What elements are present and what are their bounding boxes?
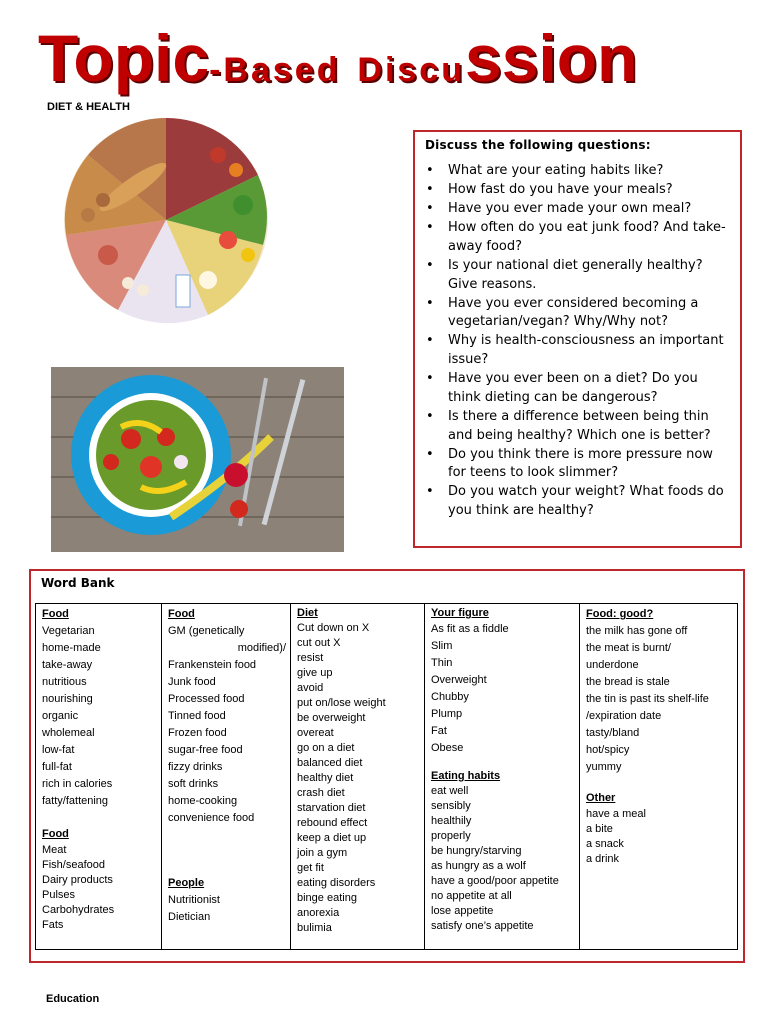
word-item: properly bbox=[431, 830, 471, 842]
word-item: give up bbox=[297, 667, 333, 679]
word-bank-column-food-2 bbox=[162, 604, 291, 949]
word-item: a snack bbox=[586, 838, 624, 850]
word-item: starvation diet bbox=[297, 802, 366, 814]
question-item: • How fast do you have your meals? bbox=[425, 181, 732, 200]
title-part: -Based bbox=[209, 51, 341, 89]
word-item: bulimia bbox=[297, 922, 332, 934]
word-item: home-cooking bbox=[168, 795, 238, 807]
column-heading: Food: good? bbox=[586, 608, 654, 620]
word-bank-column-diet bbox=[291, 604, 425, 949]
question-item: • Why is health-consciousness an important issue? bbox=[425, 332, 732, 370]
word-item: soft drinks bbox=[168, 778, 219, 790]
word-item: Frozen food bbox=[168, 727, 227, 739]
word-bank-box bbox=[29, 569, 745, 963]
word-item: the meat is burnt/ bbox=[586, 642, 671, 654]
word-item: the milk has gone off bbox=[586, 625, 688, 637]
question-item: • How often do you eat junk food? And take-away food? bbox=[425, 219, 732, 257]
question-item: • Do you think there is more pressure now for teens to look slimmer? bbox=[425, 446, 732, 484]
word-item: keep a diet up bbox=[297, 832, 367, 844]
word-item: fizzy drinks bbox=[168, 761, 223, 773]
word-item: Cut down on X bbox=[297, 622, 370, 634]
word-item: Processed food bbox=[168, 693, 245, 705]
word-item: sensibly bbox=[431, 800, 471, 812]
word-item: healthy diet bbox=[297, 772, 354, 784]
word-item: a bite bbox=[586, 823, 613, 835]
word-item: organic bbox=[42, 710, 79, 722]
word-item: avoid bbox=[297, 682, 324, 694]
word-item: have a good/poor appetite bbox=[431, 875, 559, 887]
word-item: join a gym bbox=[297, 847, 348, 859]
word-item: nutritious bbox=[42, 676, 87, 688]
title-part bbox=[345, 51, 357, 89]
word-item: Fat bbox=[431, 725, 447, 737]
word-bank-column-food-good bbox=[580, 604, 737, 949]
word-item: /expiration date bbox=[586, 710, 662, 722]
word-item: Dietician bbox=[168, 911, 211, 923]
word-item: full-fat bbox=[42, 761, 72, 773]
title-part: Topic bbox=[38, 21, 210, 95]
word-item: be hungry/starving bbox=[431, 845, 522, 857]
word-item: As fit as a fiddle bbox=[431, 623, 509, 635]
word-bank-table bbox=[35, 603, 738, 950]
word-item: cut out X bbox=[297, 637, 341, 649]
word-item: be overweight bbox=[297, 712, 366, 724]
word-item: binge eating bbox=[297, 892, 357, 904]
word-item: the tin is past its shelf-life bbox=[586, 693, 709, 705]
word-item: satisfy one’s appetite bbox=[431, 920, 534, 932]
word-item: yummy bbox=[586, 761, 622, 773]
word-item: anorexia bbox=[297, 907, 340, 919]
word-item: go on a diet bbox=[297, 742, 355, 754]
word-item: Vegetarian bbox=[42, 625, 95, 637]
word-item: Slim bbox=[431, 640, 453, 652]
word-item: as hungry as a wolf bbox=[431, 860, 526, 872]
title-part: D bbox=[357, 51, 385, 89]
column-heading: Food bbox=[42, 608, 69, 620]
word-item: have a meal bbox=[586, 808, 646, 820]
word-item: rich in calories bbox=[42, 778, 113, 790]
word-item: rebound effect bbox=[297, 817, 368, 829]
word-item: GM (genetically bbox=[168, 625, 245, 637]
questions-list bbox=[425, 162, 732, 521]
word-bank-column-figure bbox=[425, 604, 580, 949]
column-heading: Diet bbox=[297, 607, 318, 619]
word-item: lose appetite bbox=[431, 905, 494, 917]
footer-text: Education bbox=[46, 993, 100, 1005]
word-item: overeat bbox=[297, 727, 334, 739]
word-item: Meat bbox=[42, 844, 67, 856]
word-item: low-fat bbox=[42, 744, 75, 756]
word-item: wholemeal bbox=[42, 727, 95, 739]
word-bank-heading: Word Bank bbox=[41, 576, 115, 590]
questions-box bbox=[413, 130, 742, 548]
question-item: • Have you ever made your own meal? bbox=[425, 200, 732, 219]
food-wheel-image bbox=[48, 115, 288, 330]
word-item: Fats bbox=[42, 919, 64, 931]
word-item: convenience food bbox=[168, 812, 255, 824]
salad-image bbox=[51, 367, 344, 552]
subtitle: DIET & HEALTH bbox=[47, 101, 130, 113]
word-item: sugar-free food bbox=[168, 744, 243, 756]
word-item: fatty/fattening bbox=[42, 795, 109, 807]
word-item: balanced diet bbox=[297, 757, 363, 769]
column-heading: Eating habits bbox=[431, 770, 501, 782]
word-item: a drink bbox=[586, 853, 620, 865]
word-item: underdone bbox=[586, 659, 639, 671]
word-item: the bread is stale bbox=[586, 676, 670, 688]
word-item: Tinned food bbox=[168, 710, 226, 722]
word-item: home-made bbox=[42, 642, 101, 654]
word-item: Thin bbox=[431, 657, 453, 669]
question-item: • Is your national diet generally healthy? Give reasons. bbox=[425, 257, 732, 295]
word-item: Dairy products bbox=[42, 874, 113, 886]
word-item: tasty/bland bbox=[586, 727, 640, 739]
word-item: Overweight bbox=[431, 674, 487, 686]
word-item: eating disorders bbox=[297, 877, 376, 889]
question-item: • What are your eating habits like? bbox=[425, 162, 732, 181]
word-item: Fish/seafood bbox=[42, 859, 105, 871]
question-item: • Have you ever been on a diet? Do you think dieting can be dangerous? bbox=[425, 370, 732, 408]
word-item: Nutritionist bbox=[168, 894, 220, 906]
word-item: Frankenstein food bbox=[168, 659, 257, 671]
column-heading: People bbox=[168, 877, 205, 889]
word-item: crash diet bbox=[297, 787, 345, 799]
questions-heading: Discuss the following questions: bbox=[425, 138, 651, 152]
word-item: Pulses bbox=[42, 889, 76, 901]
word-item: Chubby bbox=[431, 691, 469, 703]
question-item: • Have you ever considered becoming a vegetarian/vegan? Why/Why not? bbox=[425, 295, 732, 333]
word-item: nourishing bbox=[42, 693, 93, 705]
word-item: healthily bbox=[431, 815, 472, 827]
word-item: resist bbox=[297, 652, 324, 664]
page-title bbox=[38, 22, 738, 94]
column-heading: Other bbox=[586, 792, 616, 804]
column-heading: Food bbox=[168, 608, 195, 620]
question-item: • Is there a difference between being thin and being healthy? Which one is better? bbox=[425, 408, 732, 446]
word-item: Plump bbox=[431, 708, 463, 720]
title-part: ssion bbox=[464, 21, 638, 95]
column-heading: Food bbox=[42, 828, 69, 840]
word-item: take-away bbox=[42, 659, 93, 671]
word-bank-column-food bbox=[36, 604, 162, 949]
word-item: get fit bbox=[297, 862, 324, 874]
word-item: hot/spicy bbox=[586, 744, 630, 756]
column-heading: Your figure bbox=[431, 607, 489, 619]
word-item: eat well bbox=[431, 785, 469, 797]
question-item: • Do you watch your weight? What foods do you think are healthy? bbox=[425, 483, 732, 521]
word-item: modified)/ bbox=[237, 642, 286, 654]
title-part: iscu bbox=[384, 51, 465, 89]
word-item: no appetite at all bbox=[431, 890, 512, 902]
word-item: Obese bbox=[431, 742, 464, 754]
word-item: Carbohydrates bbox=[42, 904, 115, 916]
word-item: put on/lose weight bbox=[297, 697, 386, 709]
word-item: Junk food bbox=[168, 676, 216, 688]
